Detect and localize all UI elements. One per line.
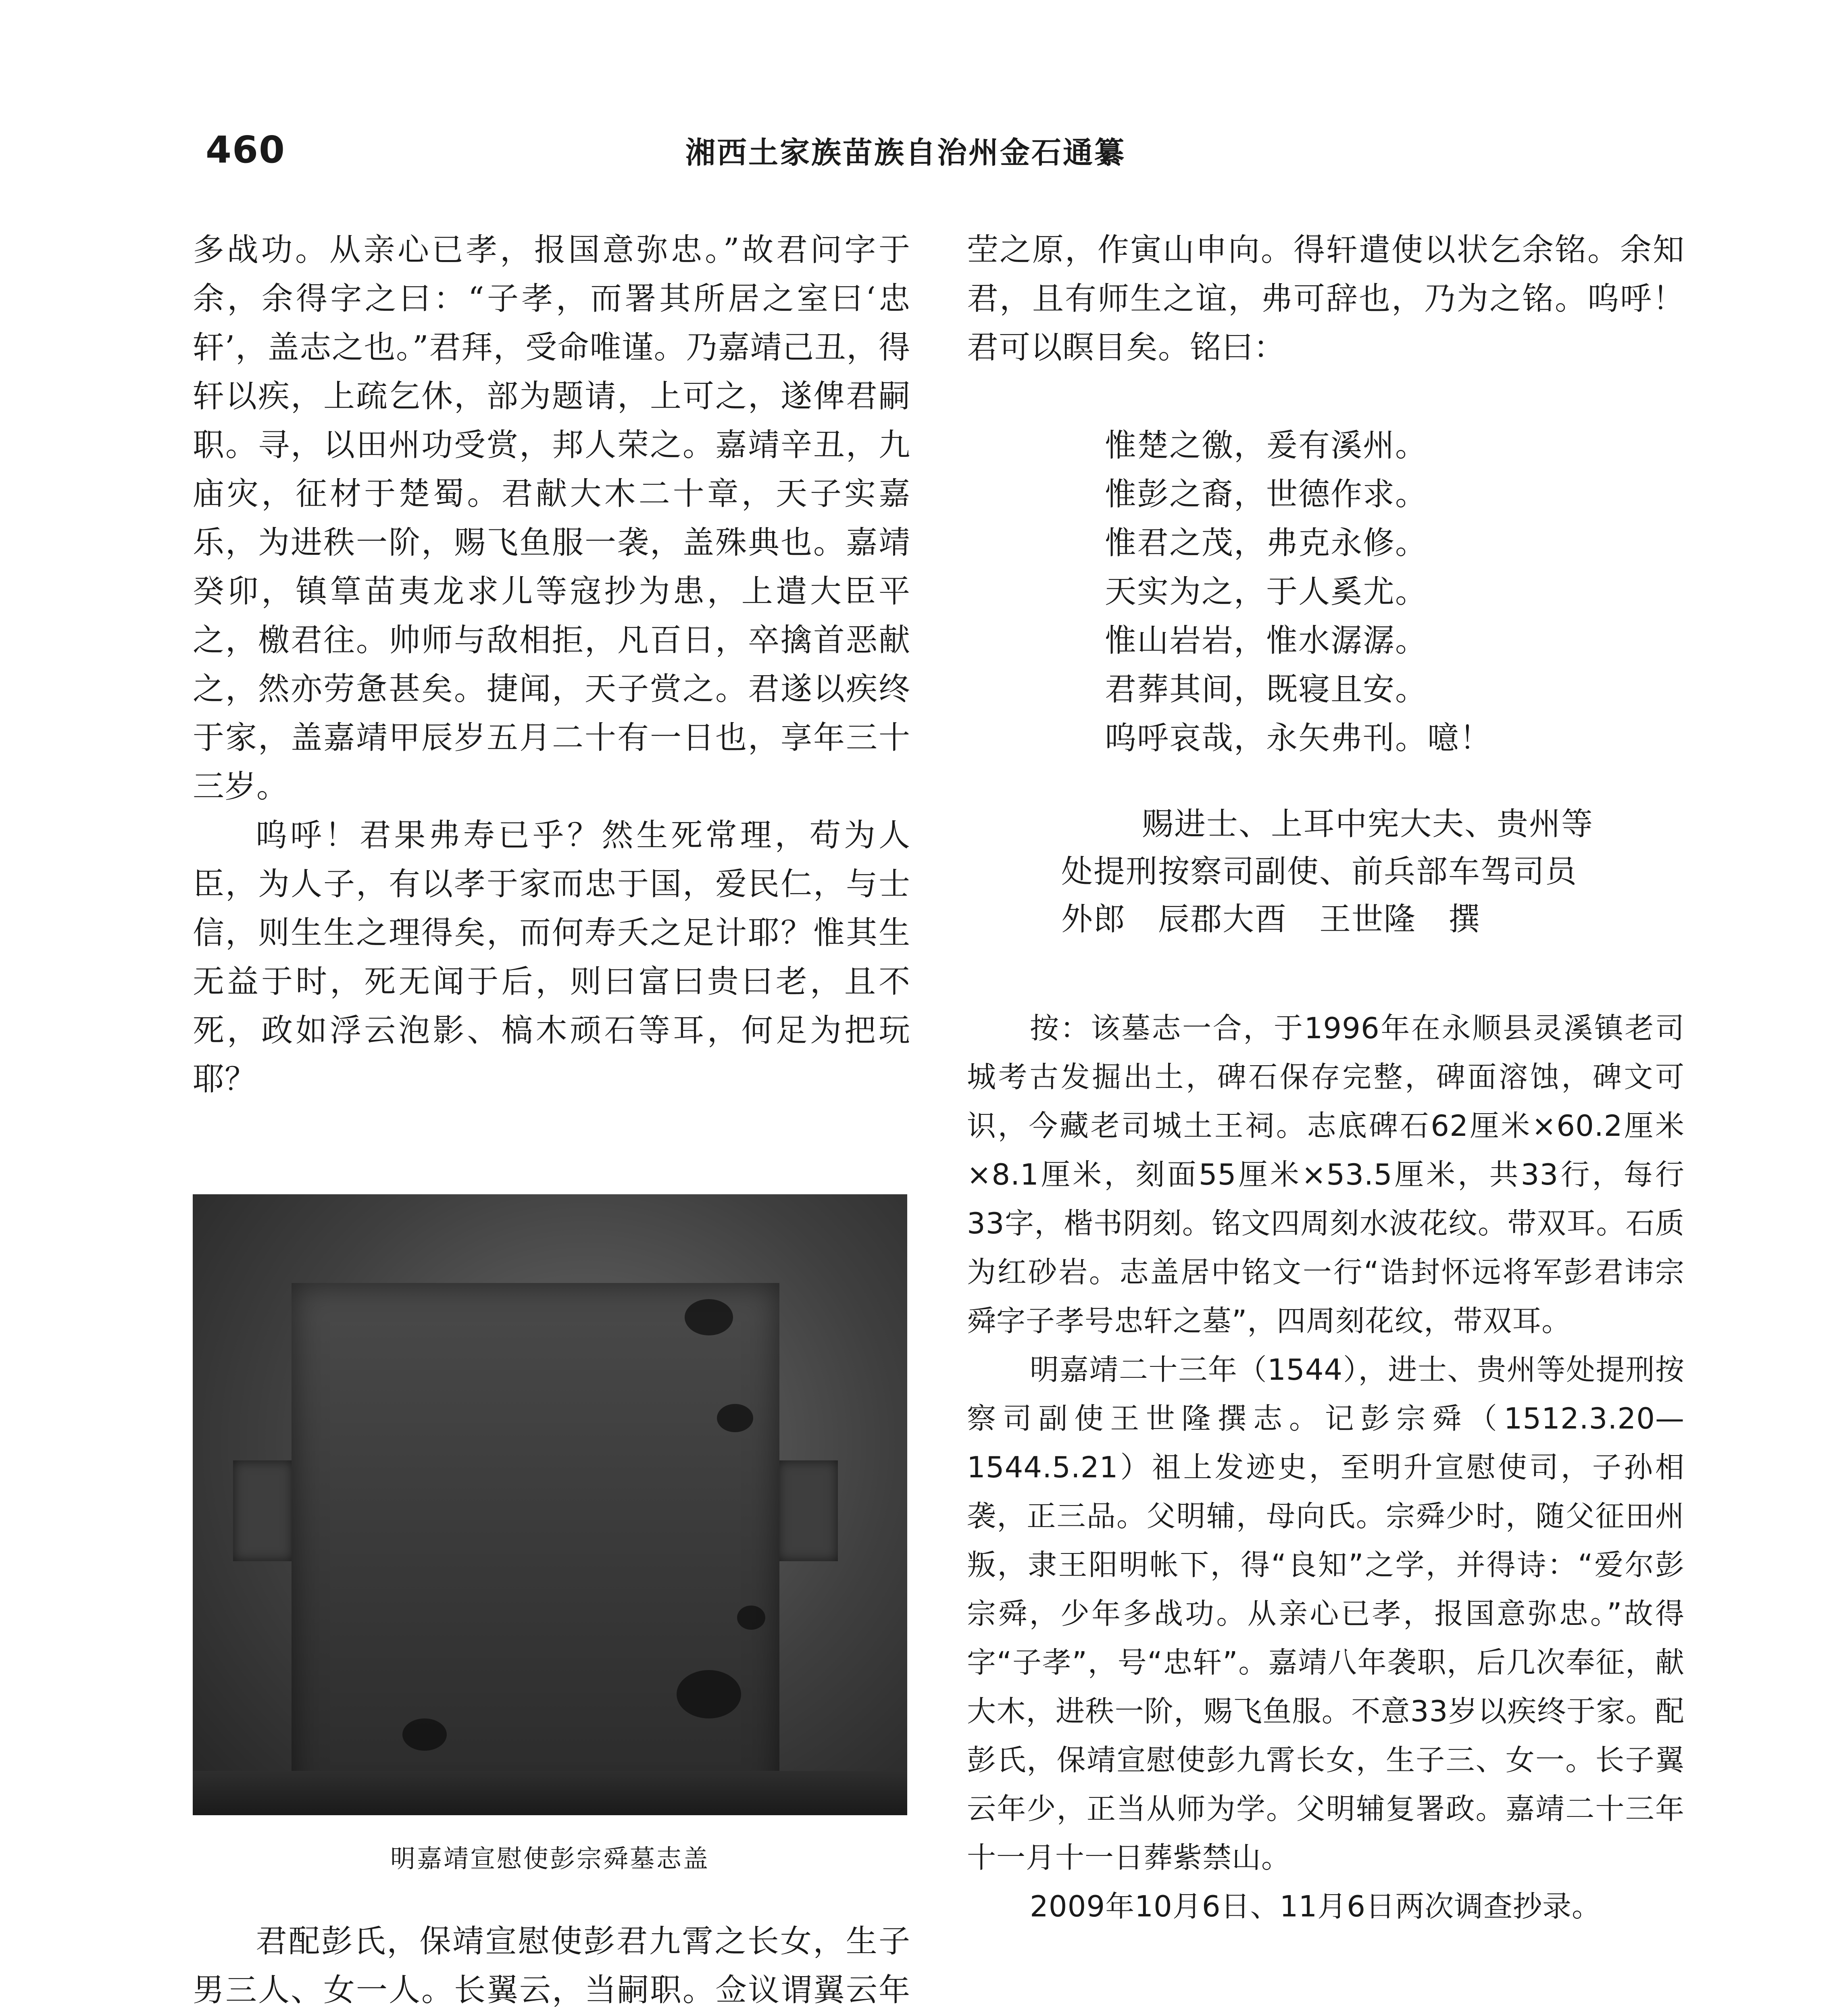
left-paragraph-1: 多战功。从亲心已孝，报国意弥忠。”故君问字于余，余得字之曰：“子孝，而署其所居之室曰‘忠轩’，盖志之也。”君拜，受命唯谨。乃嘉靖己丑，得轩以疾，上疏乞休，部为题请，上可之，遂俾君嗣职。寻，以田州功受赏，邦人荣之。嘉靖辛丑，九庙灾，征材于楚蜀。君献大木二十章，天子实嘉乐，为进秩一阶，赐飞鱼服一袭，盖殊典也。嘉靖癸卯，镇筸苗夷龙求儿等寇抄为患，上遣大臣平之，檄君往。帅师与敌相拒，凡百日，卒擒首恶献之，然亦劳惫甚矣。捷闻，天子赏之。君遂以疾终于家，盖嘉靖甲辰岁五月二十有一日也，享年三十三岁。	[193, 232, 910, 805]
poem-line: 天实为之，于人奚尤。	[1105, 574, 1428, 610]
photo-caption: 明嘉靖宣慰使彭宗舜墓志盖	[390, 1844, 710, 1873]
photo-stain	[677, 1670, 741, 1718]
photo-floor	[193, 1771, 907, 1815]
signature-line: 处提刑按察司副使、前兵部车驾司员	[1061, 854, 1578, 890]
note-paragraph-3: 2009年10月6日、11月6日两次调查抄录。	[1030, 1889, 1602, 1923]
left-paragraph-3: 君配彭氏，保靖宣慰使彭君九霄之长女，生子男三人、女一人。长翼云，当嗣职。佥议谓翼云年	[193, 1923, 910, 2008]
signature-line: 赐进士、上耳中宪大夫、贵州等	[1142, 806, 1594, 842]
poem-line: 惟君之茂，弗克永修。	[1105, 525, 1428, 561]
page-number: 460	[206, 128, 286, 171]
tomb-cover-photo	[193, 1194, 907, 1815]
photo-stain	[402, 1718, 447, 1751]
left-column-top	[193, 226, 910, 1104]
photo-stone-slab	[292, 1283, 779, 1803]
photo-stone-ear-right	[777, 1460, 838, 1561]
note-paragraph-2: 明嘉靖二十三年（1544），进士、贵州等处提刑按察司副使王世隆撰志。记彭宗舜（1512.3.20—1544.5.21）祖上发迹史，至明升宣慰使司，子孙相袭，正三品。父明辅，母向氏。宗舜少时，随父征田州叛，隶王阳明帐下，得“良知”之学，并得诗：“爱尔彭宗舜，少年多战功。从亲心已孝，报国意弥忠。”故得字“子孝”，号“忠轩”。嘉靖八年袭职，后几次奉征，献大木，进秩一阶，赐飞鱼服。不意33岁以疾终于家。配彭氏，保靖宣慰使彭九霄长女，生子三、女一。长子翼云年少，正当从师为学。父明辅复署政。嘉靖二十三年十一月十一日葬紫禁山。	[967, 1353, 1685, 1874]
left-column-bottom	[193, 1917, 910, 2016]
signature-line: 外郎 辰郡大酉 王世隆 撰	[1061, 901, 1481, 937]
inscription-poem	[1105, 421, 1669, 763]
right-column-top	[967, 226, 1685, 372]
poem-line: 惟彭之裔，世德作求。	[1105, 476, 1428, 512]
note-paragraph-1: 按：该墓志一合，于1996年在永顺县灵溪镇老司城考古发掘出土，碑石保存完整，碑面溶蚀，碑文可识，今藏老司城土王祠。志底碑石62厘米×60.2厘米×8.1厘米，刻面55厘米×53.5厘米，共33行，每行33字，楷书阴刻。铭文四周刻水波花纹。带双耳。石质为红砂岩。志盖居中铭文一行“诰封怀远将军彭君讳宗舜字子孝号忠轩之墓”，四周刻花纹，带双耳。	[967, 1011, 1685, 1338]
photo-stain	[717, 1404, 753, 1432]
photo-stone-ear-left	[233, 1460, 294, 1561]
poem-line: 君葬其间，既寝且安。	[1105, 671, 1428, 708]
photo-stain	[737, 1606, 765, 1630]
poem-line: 呜呼哀哉，永矢弗刊。噫！	[1105, 720, 1492, 756]
right-paragraph-1: 茔之原，作寅山申向。得轩遣使以状乞余铭。余知君，且有师生之谊，弗可辞也，乃为之铭。呜呼！君可以瞑目矣。铭曰：	[967, 232, 1685, 366]
poem-line: 惟山岩岩，惟水潺潺。	[1105, 623, 1428, 659]
photo-stain	[685, 1299, 733, 1335]
author-signature	[1061, 800, 1690, 943]
running-title: 湘西土家族苗族自治州金石通纂	[685, 135, 1126, 170]
editor-note	[967, 1004, 1685, 1931]
left-paragraph-2: 呜呼！君果弗寿已乎？然生死常理，苟为人臣，为人子，有以孝于家而忠于国，爱民仁，与士信，则生生之理得矣，而何寿夭之足计耶？惟其生无益于时，死无闻于后，则曰富曰贵曰老，且不死，政如浮云泡影、槁木顽石等耳，何足为把玩耶？	[193, 817, 910, 1098]
poem-line: 惟楚之徼，爰有溪州。	[1105, 427, 1428, 464]
